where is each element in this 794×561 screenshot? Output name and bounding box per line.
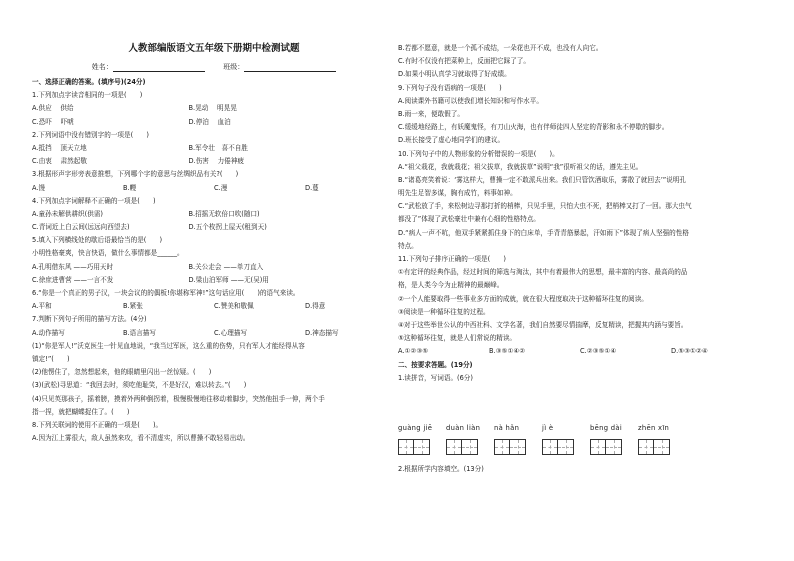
answer-option: B.紧张	[123, 302, 143, 311]
pinyin-label: zhēn xīn	[638, 424, 670, 432]
answer-option: D.得意	[305, 302, 326, 311]
answer-option: B.军令壮 喜不自胜	[188, 143, 248, 152]
section-heading: 二、按要求答题。(19分)	[398, 360, 473, 369]
answer-option: D.蔓	[305, 183, 319, 192]
answer-option: C.赞美和敬佩	[214, 302, 254, 311]
answer-option: B.幔	[123, 183, 137, 192]
answer-option: A.孔明借东风 ——巧用天时	[32, 262, 114, 271]
answer-option: D.梁山泊军师 ——无(吴)用	[188, 275, 269, 284]
char-box[interactable]	[590, 439, 606, 455]
answer-option: C.漫	[214, 183, 228, 192]
pinyin-section	[398, 422, 762, 476]
answer-option: B.语言描写	[123, 328, 156, 337]
char-box[interactable]	[510, 439, 526, 455]
left-line: (3)(武松)寻思道：“我回去时，须吃他耻笑，不是好汉，难以转去。”( )	[32, 381, 247, 390]
answer-option: D.伤害 力倦神疲	[188, 157, 244, 166]
char-box[interactable]	[638, 439, 654, 455]
char-box[interactable]	[654, 439, 670, 455]
right-line: ①有定评的经典作品，经过时间的筛选与淘汰，其中有着最伟大的思想，最丰富的内容、最高尚的品	[398, 268, 688, 277]
char-box[interactable]	[462, 439, 478, 455]
pinyin-label: bēng dài	[590, 424, 623, 432]
left-line	[32, 102, 396, 115]
right-line: C.有时不仅没有把菜种上，反面把它踩了了。	[398, 57, 530, 66]
answer-option: A.馒	[32, 183, 46, 192]
right-line: B.“诸葛亮笑着说：‘雾这样大，曹操一定不敢派兵出来。我们只管饮酒取乐，雾散了就回去’”说明孔	[398, 175, 686, 184]
right-line: ④对于这些举世公认的中西社科、文学名著，我们自然要尽情揣摩，反复精读，把握其内涵与要旨。	[398, 320, 688, 329]
char-box[interactable]	[542, 439, 558, 455]
char-box-pair	[398, 439, 446, 457]
right-line: ③阅读是一种循环往复的过程。	[398, 307, 490, 316]
answer-option: C.由衷 肃然起敬	[32, 157, 87, 166]
fill-in-question: 2.根据所学内容填空。(13分)	[398, 465, 484, 473]
left-line	[32, 300, 396, 313]
left-line: 5.填入下列横线处的歇后语最恰当的是( )	[32, 236, 163, 245]
right-line: 都没了”体现了武松豪壮中兼有心细的性格特点。	[398, 215, 540, 224]
answer-option: D.停泊 血泊	[188, 117, 231, 126]
left-line	[32, 274, 396, 287]
pinyin-label: guàng jiē	[398, 424, 433, 432]
char-box[interactable]	[398, 439, 414, 455]
left-column	[32, 76, 396, 445]
right-line: 1.读拼音，写词语。(6分)	[398, 373, 473, 382]
answer-option: A.平和	[32, 302, 52, 311]
char-box[interactable]	[446, 439, 462, 455]
answer-option: C.心理描写	[214, 328, 248, 337]
right-line: B.若都不愿意，就是一个孤不成结，一朵花也开不成，也没有人向它。	[398, 44, 603, 52]
name-label: 姓名：	[91, 63, 113, 71]
right-line: ⑤这种循环往复，就是人们常说的精读。	[398, 334, 517, 343]
right-line: 11.下列句子排序正确的一项是( )	[398, 255, 506, 263]
answer-option: C.恐吓 吓唬	[32, 117, 74, 126]
answer-option: B.③⑤①④②	[489, 347, 526, 356]
left-line	[32, 142, 396, 155]
right-line: 明先生足智多谋，胸有成竹，料事如神。	[398, 189, 517, 198]
left-line	[32, 261, 396, 274]
right-line: 特点。	[398, 241, 418, 250]
class-label: 班级：	[223, 63, 245, 71]
left-line: 镇定!”( )	[32, 354, 70, 363]
left-line: 指一捏，就把蝴蝶捉住了。( )	[32, 407, 130, 416]
char-box-pair	[494, 439, 542, 457]
left-line: 2.下列词语中没有错别字的一项是( )	[32, 130, 149, 139]
left-line	[32, 208, 396, 221]
right-line: 9.下列句子没有语病的一项是( )	[398, 83, 502, 92]
name-blank[interactable]	[113, 63, 205, 72]
left-line: (4)只见英那孩子，摇着膀，摸着外两种倒拐着，极慢极慢地往移动着脚步，突然他扭手一伸，两个手	[32, 394, 325, 403]
left-line: (1)“你是军人!”沃克医生一针见血地说，“我当过军医，这么重的伤势，只有军人才能经得从容	[32, 341, 305, 350]
section-heading: 一、选择正确的答案。(填序号)(24分)	[32, 78, 146, 86]
left-line	[32, 116, 396, 129]
pinyin-label: duàn liàn	[446, 424, 481, 432]
right-line: A.阅读课外书籍可以使我们增长知识和写作水平。	[398, 96, 543, 105]
answer-option: B.晃动 明晃晃	[188, 104, 237, 113]
left-line: (2)他愣住了，忽然想起来，他的眼睛里闪出一丝惊疑。( )	[32, 368, 212, 377]
answer-option: A.供应 供给	[32, 104, 74, 113]
answer-option: A.动作描写	[32, 328, 65, 337]
char-box-pair	[542, 439, 590, 457]
char-box-pair	[638, 439, 686, 457]
pinyin-label: jì è	[542, 424, 554, 432]
char-box-pair	[590, 439, 638, 457]
left-line	[32, 221, 396, 234]
left-line: 4.下列加点字词解释不正确的一项是( )	[32, 196, 156, 205]
char-box-pair	[446, 439, 494, 457]
answer-option: C.②③⑤①④	[580, 347, 617, 356]
writing-grid	[398, 439, 762, 457]
right-line: 格，是人类今今为止精神的最巅峰。	[398, 281, 504, 290]
left-line: 6.“你是一个真正的男子汉，一块会议的的偶板!你堪称军神!”这句话应用( )的语气来读。	[32, 289, 300, 297]
left-line	[32, 155, 396, 168]
char-box[interactable]	[606, 439, 622, 455]
pinyin-row	[398, 422, 762, 435]
right-line: A.“祖父栽花，我就栽花；祖父拔草，我就拔草”说明“我”很听祖父的话，遵先主见。	[398, 162, 643, 171]
answer-option: C.徐庶进曹营 ——一言不发	[32, 275, 114, 284]
class-blank[interactable]	[244, 63, 336, 72]
right-line: D.如果小明认真学习就取得了好成绩。	[398, 70, 511, 79]
left-line: 8.下列关联词的使用不正确的一项是( )。	[32, 420, 163, 429]
answer-option: A.①②③⑤	[398, 347, 429, 356]
char-box[interactable]	[494, 439, 510, 455]
left-line: 3.根据形声字形旁表意推想，下列哪个字的意思与丝绸织品有关?( )	[32, 170, 239, 179]
right-line: C.缓缓地经路上，有妖魔鬼怪，有刀山火海，也有伴师徒四人坚定的背影和永不停歇的脚步。	[398, 123, 669, 132]
right-line: 10.下列句子中的人物形象的分析错误的一项是( )。	[398, 149, 559, 158]
left-line: 1.下列加点字读音相同的一项是( )	[32, 91, 143, 100]
right-line: B.雨一来，便敢假了。	[398, 109, 464, 118]
answer-option: C.青词近上白云间(远远向西望去)	[32, 223, 130, 232]
char-box[interactable]	[558, 439, 574, 455]
char-box[interactable]	[414, 439, 430, 455]
pinyin-label: nà hǎn	[494, 424, 520, 432]
right-column	[398, 42, 762, 385]
student-info-row	[32, 62, 396, 72]
answer-option: A.童孙未解供耕织(供需)	[32, 209, 103, 218]
exam-title: 人教部编版语文五年级下册期中检测试题	[128, 43, 300, 54]
left-line: A.因为江上雾很大，敌人虽然来攻，看不清虚实，所以曹操不敢轻易出动。	[32, 434, 250, 443]
answer-option: D.五个枚拐上屋天(租到天)	[188, 223, 267, 232]
right-line	[398, 345, 762, 358]
left-line	[32, 182, 396, 195]
right-line: ②一个人能要取得一些事业多方面的成就，就在很大程度取决于这种循环往复的阅读。	[398, 294, 648, 303]
answer-option: D.神态描写	[305, 328, 339, 337]
answer-option: B.关公走会 ——单刀直入	[188, 262, 264, 271]
answer-option: A.抵挡 顶天立地	[32, 143, 87, 152]
answer-option: D.⑤③①②④	[671, 347, 708, 356]
right-line: C.“武松放了手，来松树边寻那打折的梢棒，只见手里，只怕大虫不死，把梢棒又打了一回。那大虫气	[398, 202, 692, 211]
right-line: D.班长接受了虚心地同学们的建议。	[398, 136, 505, 145]
left-line	[32, 327, 396, 340]
answer-option: B.招摇无软倍口吹(随口)	[188, 209, 260, 218]
left-line: 小明性格豪爽，快言快语，做什么事情都是______。	[32, 249, 184, 258]
left-line: 7.判断下列句子所用的描写方法。(4分)	[32, 315, 147, 324]
right-line: D.“病人一声不吭，他双手紧紧抓住身下的白床单，手背青筋暴起，汗如雨下”体现了病人坚强的性格	[398, 228, 689, 237]
